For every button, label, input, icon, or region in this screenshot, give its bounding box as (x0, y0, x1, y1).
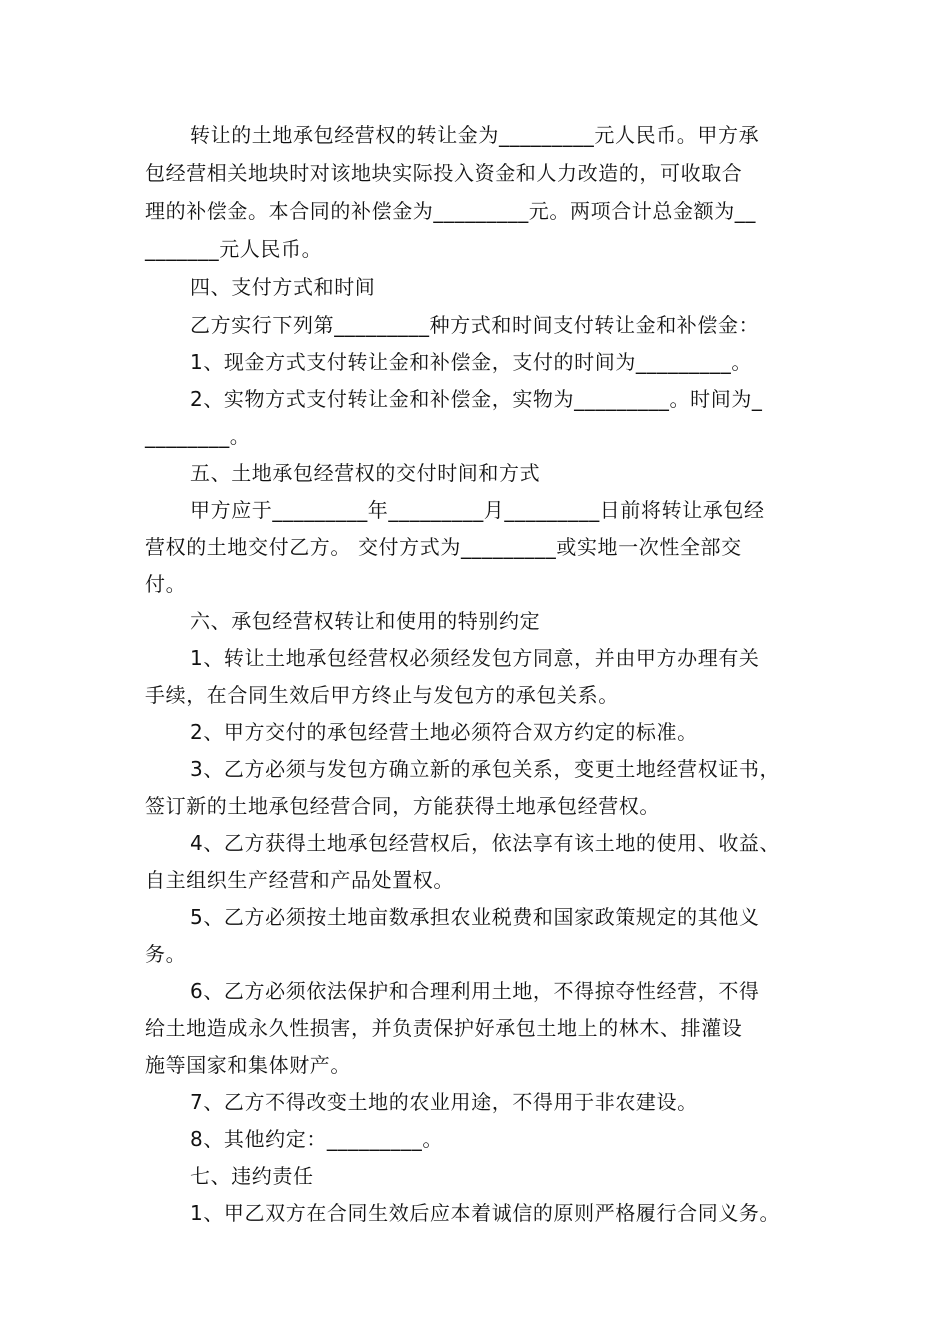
paragraph-line: 施等国家和集体财产。 (145, 1053, 351, 1077)
list-item: 2、实物方式支付转让金和补偿金，实物为_________。时间为_ (190, 387, 763, 411)
section-heading: 六、承包经营权转让和使用的特别约定 (190, 609, 541, 633)
section-heading: 七、违约责任 (190, 1164, 314, 1188)
paragraph-line: 营权的土地交付乙方。 交付方式为_________或实地一次性全部交 (145, 535, 742, 559)
section-heading: 四、支付方式和时间 (190, 275, 376, 299)
paragraph-line: 转让的土地承包经营权的转让金为_________元人民币。甲方承 (190, 123, 760, 147)
list-item: 8、其他约定：_________。 (190, 1127, 443, 1151)
paragraph-line: 理的补偿金。本合同的补偿金为_________元。两项合计总金额为__ (145, 199, 756, 223)
paragraph-line: 自主组织生产经营和产品处置权。 (145, 868, 454, 892)
paragraph-line: 给土地造成永久性损害，并负责保护好承包土地上的林木、排灌设 (145, 1016, 743, 1040)
list-item: 6、乙方必须依法保护和合理利用土地，不得掠夺性经营，不得 (190, 979, 760, 1003)
list-item: 3、乙方必须与发包方确立新的承包关系，变更土地经营权证书， (190, 757, 781, 781)
paragraph-line: ________。 (145, 424, 251, 448)
list-item: 7、乙方不得改变土地的农业用途，不得用于非农建设。 (190, 1090, 698, 1114)
list-item: 4、乙方获得土地承包经营权后，依法享有该土地的使用、收益、 (190, 831, 781, 855)
section-heading: 五、土地承包经营权的交付时间和方式 (190, 461, 541, 485)
list-item: 1、甲乙双方在合同生效后应本着诚信的原则严格履行合同义务。 (190, 1201, 781, 1225)
paragraph-line: 乙方实行下列第_________种方式和时间支付转让金和补偿金： (190, 313, 760, 337)
paragraph-line: 务。 (145, 942, 187, 966)
list-item: 1、现金方式支付转让金和补偿金，支付的时间为_________。 (190, 350, 752, 374)
paragraph-line: _______元人民币。 (145, 237, 323, 261)
paragraph-line: 包经营相关地块时对该地块实际投入资金和人力改造的，可收取合 (145, 161, 743, 185)
list-item: 1、转让土地承包经营权必须经发包方同意，并由甲方办理有关 (190, 646, 760, 670)
paragraph-line: 签订新的土地承包经营合同，方能获得土地承包经营权。 (145, 794, 660, 818)
paragraph-line: 付。 (145, 572, 187, 596)
paragraph-line: 手续，在合同生效后甲方终止与发包方的承包关系。 (145, 683, 619, 707)
list-item: 2、甲方交付的承包经营土地必须符合双方约定的标准。 (190, 720, 698, 744)
paragraph-line: 甲方应于_________年_________月_________日前将转让承包经 (190, 498, 765, 522)
list-item: 5、乙方必须按土地亩数承担农业税费和国家政策规定的其他义 (190, 905, 760, 929)
